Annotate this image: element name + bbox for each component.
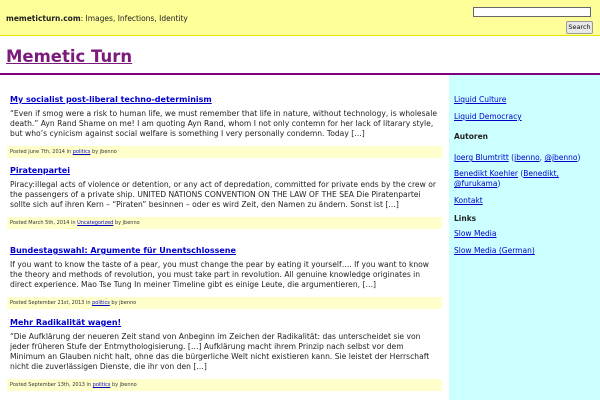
sidebar-heading-authors: Autoren: [454, 132, 489, 141]
sidebar-link-kontakt[interactable]: Kontakt: [454, 196, 483, 205]
sidebar: [449, 75, 600, 400]
post-category-link[interactable]: politics: [72, 149, 91, 155]
author-link-furukama[interactable]: @furukama: [454, 179, 498, 188]
author-link-at-jbenno[interactable]: @jbenno: [544, 153, 578, 162]
sidebar-heading-links: Links: [454, 214, 477, 223]
post-excerpt: “Die Aufklärung der neueren Zeit stand von Anbeginn im Zeichen der Radikalität: das unterscheidet sie von jeder früheren Stufe der Entmythologisierung. […] Aufklärung macht ihrem Prinzip nach selbst vor dem Minimum an Glauben nicht halt, ohne das die bürgerliche Welt nicht existieren kann. Sie leistet der Herrschaft nicht die zuverlässigen Dienste, die ihr von den […]: [10, 332, 430, 371]
sidebar-author-benedikt-handle: [454, 179, 500, 188]
sidebar-author-joerg: [454, 153, 580, 162]
author-paren-close: ): [497, 179, 501, 188]
post-title-link[interactable]: Piratenpartei: [10, 166, 70, 175]
post-meta: [7, 146, 442, 158]
author-link-jbenno[interactable]: jbenno: [514, 153, 540, 162]
post-meta-date: Posted September 21st, 2013 in: [10, 300, 93, 306]
post-title-link[interactable]: Bundestagswahl: Argumente für Unentschlossene: [10, 246, 236, 255]
post-meta: [7, 379, 442, 391]
sidebar-link-liquid-culture[interactable]: Liquid Culture: [454, 95, 507, 104]
post-category-link[interactable]: Uncategorized: [77, 220, 114, 226]
post-meta-author: by jbenno: [110, 382, 137, 388]
post-meta-date: Posted March 5th, 2014 in: [10, 220, 78, 226]
post-meta-author: by jbenno: [113, 220, 140, 226]
post-title-link[interactable]: My socialist post-liberal techno-determinism: [10, 95, 212, 104]
author-link-joerg[interactable]: Joerg Blumtritt: [454, 153, 509, 162]
post-excerpt: “Even if smog were a risk to human life, we must remember that life in nature, without technology, is wholesale death.” Ayn Rand Shame on me! I am quoting Ayn Rand, whom I not only contemn for her lack of litarary style, but who’s cynicism against social welfare is something I very personally condemn. Today […]: [10, 109, 437, 138]
author-paren-close: ): [577, 153, 581, 162]
post-meta-date: Posted June 7th, 2014 in: [10, 149, 73, 155]
site-tagline: [6, 14, 188, 23]
sidebar-link-slow-media[interactable]: Slow Media: [454, 229, 497, 238]
site-tagline-text: : Images, Infections, Identity: [80, 14, 188, 23]
author-link-benedikt[interactable]: Benedikt,: [523, 169, 559, 178]
post-meta: [7, 217, 442, 229]
sidebar-author-benedikt: [454, 169, 559, 178]
header-bar: [0, 0, 600, 36]
main-content: [0, 75, 449, 400]
site-domain: memeticturn.com: [6, 14, 81, 23]
author-paren-open: (: [508, 153, 515, 162]
post-category-link[interactable]: politics: [92, 382, 111, 388]
author-separator: ,: [539, 153, 545, 162]
post-excerpt: Piracy:illegal acts of violence or detention, or any act of depredation, committed for private ends by the crew or the passengers of a private ship. UNITED NATIONS CONVENTION ON THE LAW OF THE SEA Die Piratenpartei sollte sich auf ihren Kern – “Piraten” besinnen – oder es wird Zeit, den Namen zu ändern. Sonst ist […]: [10, 180, 436, 209]
author-link-benedikt-koehler[interactable]: Benedikt Koehler: [454, 169, 518, 178]
post-meta-author: by jbenno: [90, 149, 117, 155]
search-input[interactable]: [473, 7, 591, 17]
post-meta: [7, 297, 442, 309]
sidebar-link-slow-media-german[interactable]: Slow Media (German): [454, 246, 535, 255]
post-meta-author: by jbenno: [109, 300, 137, 306]
author-paren-open: (: [517, 169, 524, 178]
post-meta-date: Posted September 13th, 2013 in: [10, 382, 93, 388]
post-excerpt: If you want to know the taste of a pear, you must change the pear by eating it yourself…. If you want to know the theory and methods of revolution, you must take part in revolution. All genuine knowledge originates in direct experience. Mao Tse Tung In meiner Timeline gibt es einige Leute, die argumentieren, […]: [10, 260, 430, 289]
search-button[interactable]: Search: [566, 21, 593, 34]
post-category-link[interactable]: politics: [92, 300, 110, 306]
post-title-link[interactable]: Mehr Radikalität wagen!: [10, 318, 122, 327]
sidebar-link-liquid-democracy[interactable]: Liquid Democracy: [454, 112, 522, 121]
site-title-link[interactable]: Memetic Turn: [6, 47, 133, 66]
